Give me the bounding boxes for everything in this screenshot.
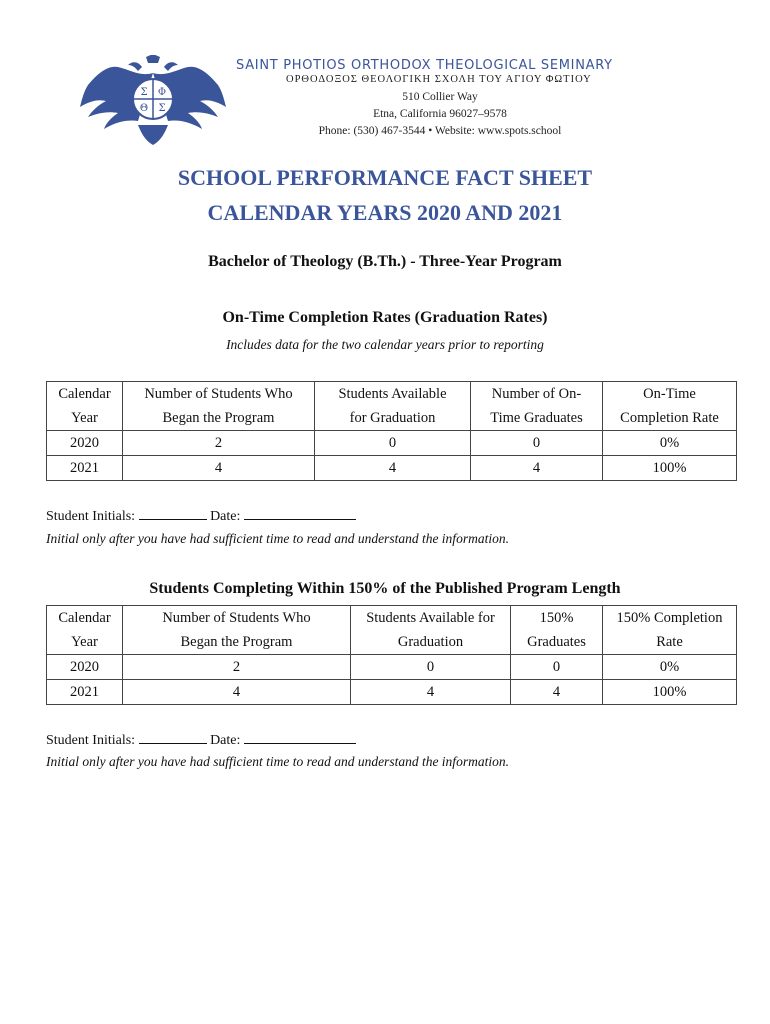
column-header: Number of On- Time Graduates — [471, 382, 603, 431]
seal-letter: Σ — [140, 87, 148, 98]
table-header-row — [47, 382, 737, 431]
table-cell: 100% — [603, 680, 737, 705]
section-heading-on-time: On-Time Completion Rates (Graduation Rates) — [222, 309, 548, 326]
contact-line: Phone: (530) 467-3544 • Website: www.spots.school — [318, 125, 562, 137]
initials-label: Student Initials: — [46, 733, 136, 748]
student-initials-line — [46, 506, 356, 525]
instruction-text: Initial only after you have had sufficient time to read and understand the information. — [46, 754, 509, 769]
initials-label: Student Initials: — [46, 509, 136, 524]
date-field[interactable] — [244, 730, 356, 744]
date-field[interactable] — [244, 506, 356, 520]
column-header: Calendar Year — [47, 606, 123, 655]
table-cell: 4 — [351, 680, 511, 705]
column-header: 150% Completion Rate — [603, 606, 737, 655]
table-row — [47, 680, 737, 705]
program-name: Bachelor of Theology (B.Th.) - Three-Year Program — [208, 253, 562, 270]
table-cell: 4 — [315, 456, 471, 481]
table-cell: 2 — [123, 431, 315, 456]
table-header-row — [47, 606, 737, 655]
column-header: Students Available for Graduation — [315, 382, 471, 431]
seal-letter: Θ — [139, 103, 149, 114]
table-row — [47, 431, 737, 456]
column-header: On-Time Completion Rate — [603, 382, 737, 431]
table-cell: 2021 — [47, 456, 123, 481]
table-cell: 2020 — [47, 655, 123, 680]
column-header: 150% Graduates — [511, 606, 603, 655]
column-header: Students Available for Graduation — [351, 606, 511, 655]
section-note: Includes data for the two calendar years prior to reporting — [226, 337, 544, 352]
table-row — [47, 655, 737, 680]
date-label: Date: — [210, 509, 241, 524]
letterhead — [236, 58, 616, 140]
table-row — [47, 456, 737, 481]
seminary-name-greek: ΟΡΘΟΔΟΞΟΣ ΘΕΟΛΟΓΙΚΗ ΣΧΟΛΗ ΤΟΥ ΑΓΙΟΥ ΦΩΤΙΟΥ — [286, 74, 592, 85]
completion-150-table — [46, 605, 737, 705]
column-header: Number of Students Who Began the Program — [123, 606, 351, 655]
column-header: Calendar Year — [47, 382, 123, 431]
seminary-logo — [80, 55, 226, 147]
initials-field[interactable] — [139, 506, 207, 520]
seal-letter: Σ — [158, 103, 166, 114]
table-cell: 2020 — [47, 431, 123, 456]
student-initials-line — [46, 730, 356, 749]
table-cell: 4 — [471, 456, 603, 481]
address-city: Etna, California 96027–9578 — [373, 108, 507, 120]
table-cell: 0% — [603, 431, 737, 456]
address-street: 510 Collier Way — [402, 91, 478, 103]
table-cell: 2021 — [47, 680, 123, 705]
seal-letter: Φ — [157, 87, 167, 98]
instruction-text: Initial only after you have had sufficient time to read and understand the information. — [46, 531, 509, 546]
date-label: Date: — [210, 733, 241, 748]
table-cell: 100% — [603, 456, 737, 481]
table-cell: 0 — [511, 655, 603, 680]
table-cell: 0 — [315, 431, 471, 456]
table-cell: 4 — [123, 456, 315, 481]
seminary-name: SAINT PHOTIOS ORTHODOX THEOLOGICAL SEMINARY — [236, 58, 613, 73]
page-title-line-1: SCHOOL PERFORMANCE FACT SHEET — [177, 165, 593, 190]
column-header: Number of Students Who Began the Program — [123, 382, 315, 431]
table-cell: 4 — [123, 680, 351, 705]
section-heading-150: Students Completing Within 150% of the Published Program Length — [149, 580, 621, 597]
initials-field[interactable] — [139, 730, 207, 744]
table-cell: 0% — [603, 655, 737, 680]
table-cell: 0 — [351, 655, 511, 680]
page-title-line-2: CALENDAR YEARS 2020 AND 2021 — [207, 200, 563, 225]
table-cell: 0 — [471, 431, 603, 456]
table-cell: 4 — [511, 680, 603, 705]
table-cell: 2 — [123, 655, 351, 680]
on-time-completion-table — [46, 381, 737, 481]
